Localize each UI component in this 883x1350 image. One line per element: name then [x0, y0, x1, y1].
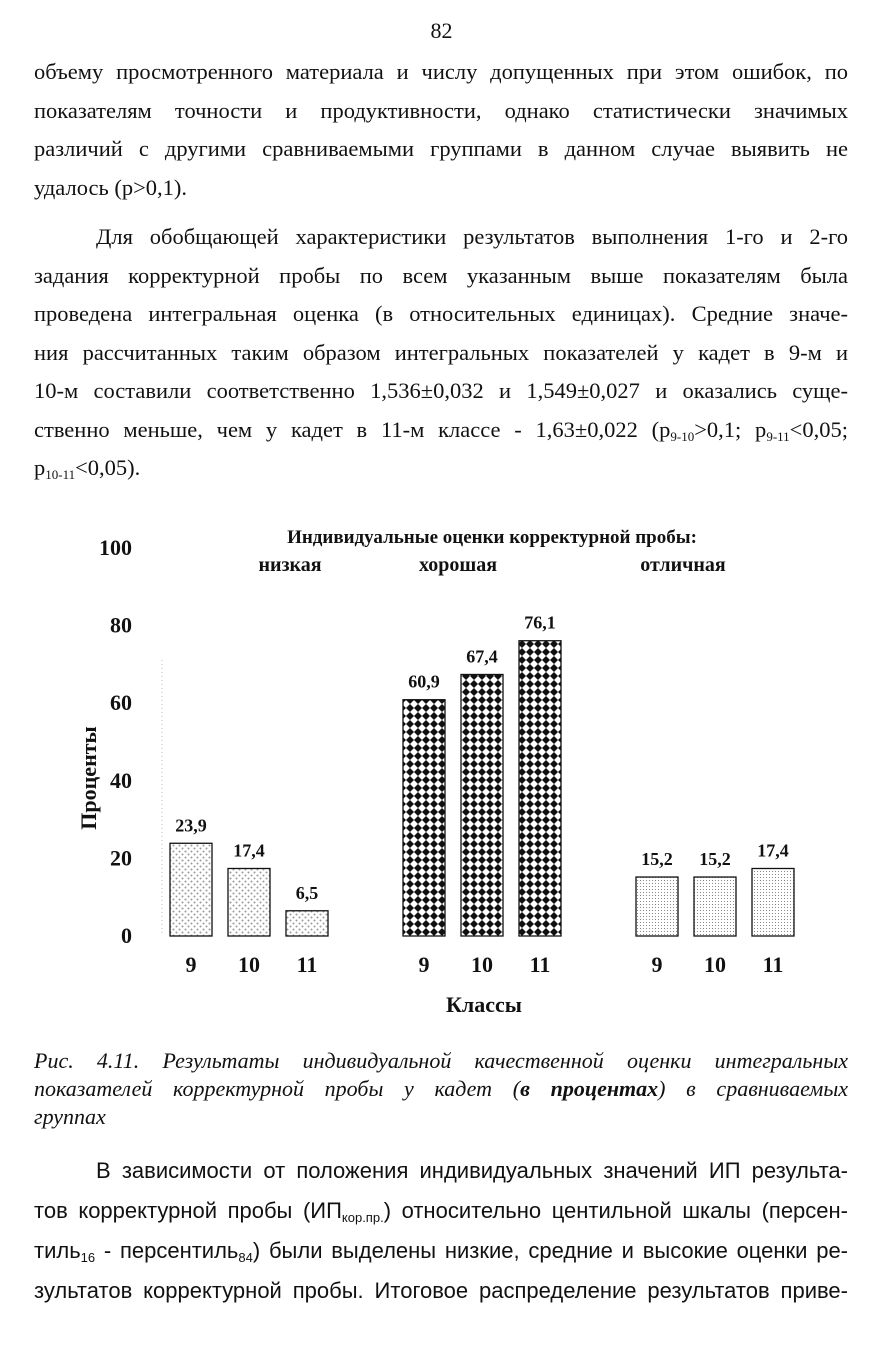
- subscript: 9-11: [766, 428, 790, 444]
- text-segment: ) были выделены низкие, средние и высокие оценки ре-: [252, 1238, 849, 1263]
- text-segment: <0,05;: [789, 416, 848, 442]
- bar: [636, 877, 678, 936]
- y-tick-label: 100: [99, 535, 132, 560]
- figure-caption: [34, 1047, 848, 1131]
- data-label: 17,4: [757, 840, 789, 861]
- subscript: 10-11: [45, 467, 76, 482]
- x-tick-label: 11: [296, 952, 318, 977]
- y-tick-label: 40: [110, 767, 132, 793]
- data-label: 15,2: [641, 849, 673, 870]
- x-tick-label: 9: [185, 952, 197, 977]
- text-line: показателям точности и продуктивности, однако статистически значимых: [34, 97, 848, 123]
- text-line: объему просмотренного материала и числу допущенных при этом ошибок, по: [34, 59, 848, 84]
- caption-line: [34, 1075, 848, 1103]
- text-line: проведена интегральная оценка (в относительных единицах). Средние значе-: [34, 301, 848, 326]
- x-tick-label: 11: [529, 952, 551, 977]
- group-label: отличная: [640, 554, 726, 576]
- x-tick-label: 10: [471, 952, 493, 977]
- subscript: кор.пр.: [341, 1210, 384, 1225]
- data-label: 60,9: [408, 671, 440, 692]
- group-label: хорошая: [418, 554, 498, 576]
- subscript: 9-10: [670, 428, 695, 444]
- text-line: зультатов корректурной пробы. Итоговое распределение результатов приве-: [34, 1278, 848, 1303]
- text-segment: ственно меньше, чем у кадет в 11-м классе - 1,63±0,022 (р: [34, 416, 671, 442]
- bar: [752, 868, 794, 936]
- data-label: 15,2: [699, 849, 731, 870]
- bar-chart: [70, 520, 830, 1030]
- y-tick-label: 60: [110, 690, 132, 716]
- bar: [461, 674, 503, 936]
- x-axis-label: Классы: [445, 992, 523, 1017]
- text-segment: - персентиль: [95, 1238, 239, 1263]
- page-number: 82: [430, 18, 453, 43]
- bar: [170, 843, 212, 936]
- bar: [286, 911, 328, 936]
- bar: [403, 700, 445, 936]
- text-line: Для обобщающей характеристики результатов выполнения 1-го и 2-го: [96, 224, 848, 249]
- text-line: [34, 449, 848, 488]
- text-line: [34, 1231, 848, 1271]
- paragraph-3: [34, 1151, 848, 1311]
- y-axis-label: Проценты: [76, 726, 101, 830]
- text-line: [34, 1191, 848, 1231]
- x-tick-label: 10: [238, 952, 260, 977]
- paragraph-1: [34, 53, 848, 207]
- subscript: 16: [80, 1250, 96, 1265]
- text-line: В зависимости от положения индивидуальных значений ИП результа-: [96, 1158, 848, 1183]
- text-segment: <0,05).: [75, 455, 141, 480]
- text-segment: >0,1; р: [694, 416, 767, 442]
- text-line: 10-м составили соответственно 1,536±0,032 и 1,549±0,027 и оказались суще-: [34, 378, 848, 403]
- paragraph-2: [34, 218, 848, 488]
- bar: [694, 877, 736, 936]
- caption-line: группах: [34, 1104, 106, 1129]
- text-segment: тов корректурной пробы (ИП: [34, 1198, 342, 1223]
- x-tick-label: 11: [762, 952, 784, 977]
- data-label: 76,1: [524, 612, 556, 633]
- y-tick-label: 20: [110, 845, 132, 871]
- y-tick-label: 80: [110, 612, 132, 638]
- chart-title: Индивидуальные оценки корректурной пробы:: [287, 527, 697, 548]
- caption-line: Рис. 4.11. Результаты индивидуальной качественной оценки интегральных: [34, 1048, 848, 1073]
- text-line: [34, 411, 848, 450]
- y-tick-label: 0: [121, 923, 132, 948]
- text-line: задания корректурной пробы по всем указанным выше показателям была: [34, 262, 848, 288]
- text-segment: ) относительно центильной шкалы (персен-: [383, 1198, 848, 1223]
- text-line: удалось (р>0,1).: [34, 174, 188, 200]
- text-segment: показателей корректурной пробы у кадет (: [34, 1076, 521, 1101]
- text-line: различий с другими сравниваемыми группами в данном случае выявить не: [34, 136, 848, 161]
- text-segment: тиль: [34, 1238, 81, 1263]
- data-label: 6,5: [295, 882, 319, 903]
- bar: [228, 868, 270, 936]
- caption-bold: в процентах: [520, 1076, 659, 1101]
- text-segment: р: [34, 455, 46, 480]
- group-label: низкая: [258, 554, 322, 576]
- text-line: ния рассчитанных таким образом интегральных показателей у кадет в 9-м и: [34, 339, 848, 365]
- x-tick-label: 9: [651, 952, 663, 977]
- subscript: 84: [238, 1250, 253, 1265]
- text-segment: ) в сравниваемых: [658, 1076, 848, 1101]
- data-label: 17,4: [233, 840, 265, 861]
- data-label: 23,9: [175, 815, 207, 836]
- x-tick-label: 10: [704, 952, 726, 977]
- data-label: 67,4: [466, 646, 498, 667]
- x-tick-label: 9: [418, 952, 430, 977]
- bar: [519, 641, 561, 936]
